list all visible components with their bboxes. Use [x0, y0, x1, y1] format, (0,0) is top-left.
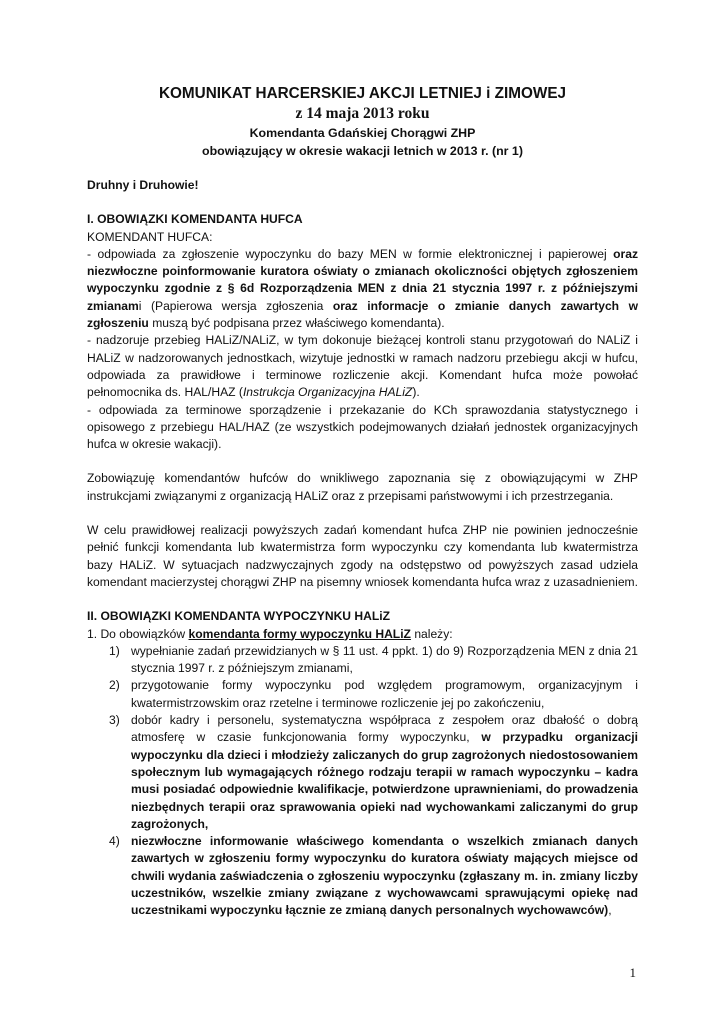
list-item-text: przygotowanie formy wypoczynku pod względem programowym, organizacyjnym i kwatermistrzowskim oraz rzetelne i terminowe rozliczenie jej po zakończeniu, — [131, 678, 638, 710]
section1-paragraph-2: W celu prawidłowej realizacji powyższych zadań komendant hufca ZHP nie powinien jednocześnie pełnić funkcji komendanta lub kwatermistrza form wypoczynku czy komendanta lub kwatermistrza bazy HALiZ. W sytuacjach nadzwyczajnych zgody na odstępstwo od powyższych zasad udziela komendant macierzystej chorągwi ZHP na pisemny wniosek komendanta hufca wraz z uzasadnieniem. — [87, 523, 638, 589]
list-item — [87, 643, 638, 678]
bullet-2-text-a: - nadzoruje przebieg HALiZ/NALiZ, w tym dokonuje bieżącej kontroli stanu przygotowań do NALiZ i HALiZ w nadzorowanych jednostkach, wizytuje jednostki w ramach nadzoru przebiegu akcji w hufcu, odpowiada za prawidłowe i terminowe rozliczenie akcji. Komendant hufca może powołać pełnomocnika ds. HAL/HAZ ( — [87, 333, 638, 400]
list-item-text-bold: niezwłoczne informowanie właściwego komendanta o wszelkich zmianach danych zawartych w zgłoszeniu formy wypoczynku do kuratora oświaty mających miejsce od chwili wydania zaświadczenia o zgłoszeniu wypoczynku (zgłaszany m. in. zmiany liczby uczestników, wszelkie zmiany związane z wychowawcami sprawującymi opiekę nad uczestnikami wypoczynku łącznie ze zmianą danych personalnych wychowawców) — [131, 834, 638, 918]
bullet-1-text-e: muszą być podpisana przez właściwego komendanta). — [148, 316, 445, 331]
section2-heading: II. OBOWIĄZKI KOMENDANTA WYPOCZYNKU HALiZ — [87, 609, 390, 624]
bullet-1-text-d: oraz informacje o zmianie danych zawartych w zgłoszeniu — [87, 298, 638, 331]
list-item-text: wypełnianie zadań przewidzianych w § 11 ust. 4 ppkt. 1) do 9) Rozporządzenia MEN z dnia 21 stycznia 1997 r. z późniejszym zmianami, — [131, 643, 638, 676]
list-item-number: 2) — [109, 678, 120, 693]
list-item-text: , — [608, 903, 612, 918]
document-issuer: Komendanta Gdańskiej Chorągwi ZHP — [249, 126, 476, 140]
section2-intro — [87, 626, 638, 643]
bullet-1-text-a: - odpowiada za zgłoszenie wypoczynku do bazy MEN w formie elektronicznej i papierowej — [87, 246, 614, 261]
section2-intro-c: należy: — [410, 626, 453, 641]
list-item-text-bold: w przypadku organizacji wypoczynku dla dzieci i młodzieży zaliczanych do grup zagrożonych niedostosowaniem społecznym lub wymagających różnego rodzaju terapii w ramach wypoczynku – kadra musi posiadać odpowiednie kwalifikacje, potwierdzone uprawnieniami, do prowadzenia niezbędnych terapii oraz sprawowania opieki nad wychowankami zaliczanymi do grup zagrożonych, — [131, 730, 638, 831]
bullet-2-text-b: Instrukcja Organizacyjna HALiZ — [242, 385, 413, 400]
list-item — [87, 833, 638, 919]
document-date: z 14 maja 2013 roku — [295, 105, 430, 122]
document-body — [87, 84, 638, 920]
list-item-number: 1) — [109, 643, 120, 658]
document-title: KOMUNIKAT HARCERSKIEJ AKCJI LETNIEJ i ZIMOWEJ — [158, 85, 567, 102]
list-item — [87, 712, 638, 833]
section1-bullet-3: - odpowiada za terminowe sporządzenie i przekazanie do KCh sprawozdania statystycznego i opisowego z przebiegu HAL/HAZ (ze wszystkich podejmowanych działań jednostek organizacyjnych hufca w okresie wakacji). — [87, 402, 638, 452]
list-item — [87, 677, 638, 712]
list-item-text: dobór kadry i personelu, systematyczna współpraca z zespołem oraz dbałość o dobrą atmosferę w czasie funkcjonowania formy wypoczynku, — [131, 713, 638, 745]
list-item-number: 3) — [109, 713, 120, 728]
greeting: Druhny i Druhowie! — [87, 178, 199, 192]
bullet-1-text-c: i (Papierowa wersja zgłoszenia — [138, 298, 333, 313]
document-validity: obowiązujący w okresie wakacji letnich w 2013 r. (nr 1) — [202, 144, 523, 158]
section1-paragraph-1: Zobowiązuję komendantów hufców do wnikliwego zapoznania się z obowiązującymi w ZHP instrukcjami związanymi z organizacją HALiZ oraz z przepisami państwowymi i ich przestrzegania. — [87, 471, 638, 503]
section1-bullet-1 — [87, 246, 638, 332]
section1-subheading: KOMENDANT HUFCA: — [87, 229, 213, 244]
page-number: 1 — [629, 965, 636, 980]
section1-heading: I. OBOWIĄZKI KOMENDANTA HUFCA — [87, 212, 303, 227]
section1-bullet-2 — [87, 332, 638, 401]
section2-intro-b: komendanta formy wypoczynku HALiZ — [188, 626, 411, 641]
bullet-2-text-c: ). — [412, 385, 420, 400]
list-item-number: 4) — [109, 834, 120, 849]
bullet-1-text-b: oraz niezwłoczne poinformowanie kuratora oświaty o zmianach okoliczności objętych zgłoszeniem wypoczynku zgodnie z § 6d Rozporządzenia MEN z dnia 21 stycznia 1997 r. z późniejszymi zmianam — [87, 246, 638, 313]
section2-intro-a: 1. Do obowiązków — [87, 626, 189, 641]
section2-duties-list — [87, 643, 638, 920]
